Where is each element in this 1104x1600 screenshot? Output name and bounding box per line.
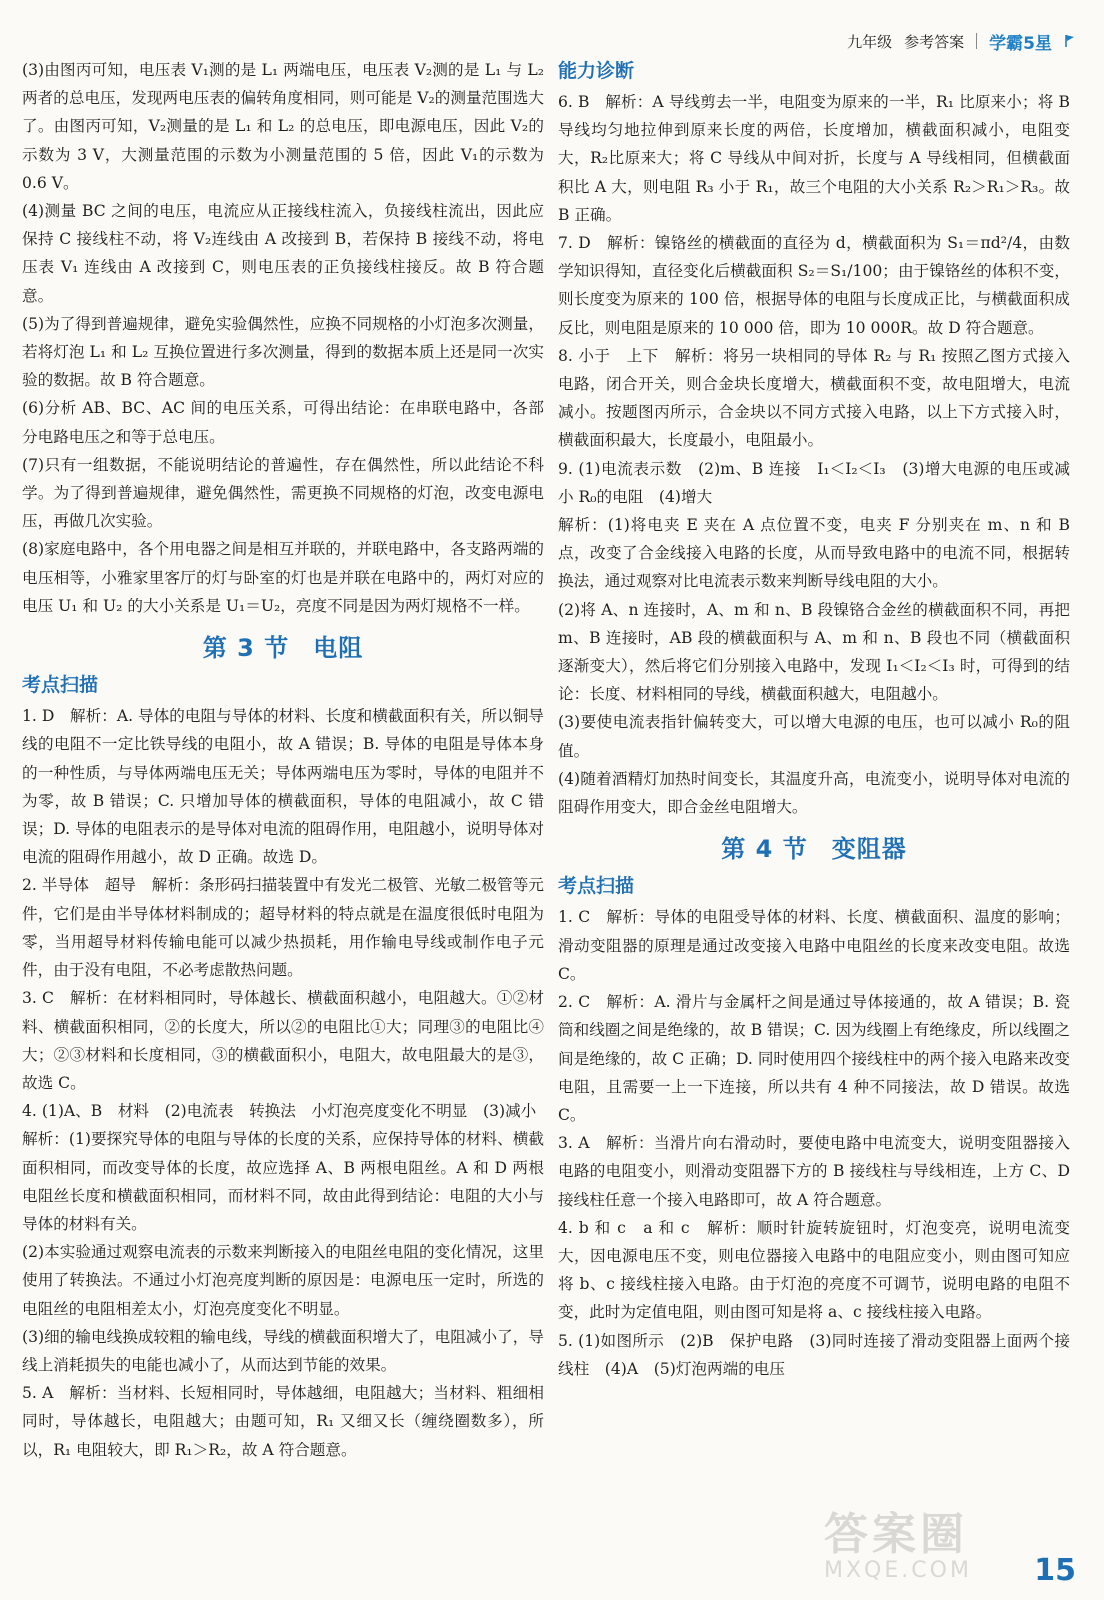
answer-paragraph: 3. A 解析：当滑片向右滑动时，要使电路中电流变大，说明变阻器接入电路的电阻变小，则滑动变阻器下方的 B 接线柱与导线相连，上方 C、D 接线柱任意一个接入电路即可，故 A 符合题意。	[558, 1134, 1070, 1209]
answer-paragraph: (2)本实验通过观察电流表的示数来判断接入的电阻丝电阻的变化情况，这里使用了转换法。不通过小灯泡亮度判断的原因是：电源电压一定时，所选的电阻丝的电阻相差太小，灯泡亮度变化不明显。	[22, 1243, 544, 1318]
answer-paragraph: (3)由图丙可知，电压表 V₁测的是 L₁ 两端电压，电压表 V₂测的是 L₁ 与 L₂ 两者的总电压，发现两电压表的偏转角度相同，则可能是 V₂的测量范围选大了。由图丙可知，V₂测量的是 L₁ 和 L₂ 的总电压，即电源电压，因此 V₂的示数为 3 V，大测量范围的示数为小测量范围的 5 倍，因此 V₁的示数为 0.6 V。	[22, 61, 544, 192]
answer-paragraph: (3)要使电流表指针偏转变大，可以增大电源的电压，也可以减小 R₀的阻值。	[558, 713, 1070, 760]
header-divider	[976, 33, 977, 49]
section-title-resistance	[22, 634, 544, 662]
subsection-title: 考点扫描	[558, 875, 635, 898]
answer-paragraph: (8)家庭电路中，各个用电器之间是相互并联的，并联电路中，各支路两端的电压相等，小雅家里客厅的灯与卧室的灯也是并联在电路中的，两灯对应的电压 U₁ 和 U₂ 的大小关系是 U₁＝U₂，亮度不同是因为两灯规格不一样。	[22, 540, 544, 615]
answer-paragraph: (2)将 A、n 连接时，A、m 和 n、B 段镍铬合金丝的横截面积不同，再把 m、B 连接时，AB 段的横截面积与 A、m 和 n、B 段也不同（横截面积逐渐变大），然后将它们分别接入电路中，发现 I₁＜I₂＜I₃ 时，可得到的结论：长度、材料相同的导线，横截面积越大，电阻越小。	[558, 600, 1070, 704]
answer-paragraph: 3. C 解析：在材料相同时，导体越长、横截面积越小，电阻越大。①②材料、横截面积相同，②的长度大，所以②的电阻比①大；同理③的电阻比④大；②③材料和长度相同，③的横截面积小，电阻大，故电阻最大的是③，故选 C。	[22, 989, 544, 1092]
answer-paragraph: 6. B 解析：A 导线剪去一半，电阻变为原来的一半，R₁ 比原来小；将 B 导线均匀地拉伸到原来长度的两倍，长度增加，横截面积减小，电阻变大，R₂比原来大；将 C 导线从中间对折，长度与 A 导线相同，但横截面积比 A 大，则电阻 R₃ 小于 R₁，故三个电阻的大小关系 R₂＞R₁＞R₃。故 B 正确。	[558, 93, 1070, 224]
page-header	[847, 28, 1076, 54]
answer-paragraph: 4. b 和 c a 和 c 解析：顺时针旋转旋钮时，灯泡变亮，说明电流变大，因电源电压不变，则电位器接入电路中的电阻应变小，则由图可知应将 b、c 接线柱接入电路。由于灯泡的亮度不可调节，说明电路的电阻不变，此时为定值电阻，则由图可知是将 a、c 接线柱接入电路。	[558, 1218, 1070, 1322]
left-column	[22, 56, 544, 1464]
brand-logo: 学霸5星	[989, 33, 1052, 54]
answer-paragraph: 解析：(1)将电夹 E 夹在 A 点位置不变，电夹 F 分别夹在 m、n 和 B 点，改变了合金线接入电路的长度，从而导致电路中的电流不同，根据转换法，通过观察对比电流表示数来判断导线电阻的大小。	[558, 516, 1070, 591]
answer-paragraph: 解析：(1)要探究导体的电阻与导体的长度的关系，应保持导体的材料、横截面积相同，而改变导体的长度，故应选择 A、B 两根电阻丝。A 和 D 两根电阻丝长度和横截面积相同，而材料不同，故由此得到结论：电阻的大小与导体的材料有关。	[22, 1130, 544, 1233]
answer-paragraph: 7. D 解析：镍铬丝的横截面的直径为 d，横截面积为 S₁＝πd²/4，由数学知识得知，直径变化后横截面积 S₂＝S₁/100；由于镍铬丝的体积不变，则长度变为原来的 100 倍，根据导体的电阻与长度成正比，与横截面积成反比，则电阻是原来的 10 000 倍，即为 10 000R。故 D 符合题意。	[558, 234, 1070, 337]
answers-label: 参考答案	[904, 32, 965, 51]
grade-label: 九年级	[847, 32, 893, 51]
answer-paragraph: (6)分析 AB、BC、AC 间的电压关系，可得出结论：在串联电路中，各部分电路电压之和等于总电压。	[22, 399, 544, 446]
subsection-title-ability: 能力诊断	[558, 60, 635, 82]
answer-paragraph: 4. (1)A、B 材料 (2)电流表 转换法 小灯泡亮度变化不明显 (3)减小	[22, 1102, 537, 1121]
section-name: 电阻	[313, 634, 364, 663]
answer-paragraph: 1. D 解析：A. 导体的电阻与导体的材料、长度和横截面积有关，所以铜导线的电阻不一定比铁导线的电阻小，故 A 错误；B. 导体的电阻是导体本身的一种性质，与导体两端电压无关；导体两端电压为零时，导体的电阻并不为零，故 B 错误；C. 只增加导体的横截面积，导体的电阻减小，故 C 错误；D. 导体的电阻表示的是导体对电流的阻碍作用，电阻越小，说明导体对电流的阻碍作用越小，故 D 正确。故选 D。	[22, 707, 544, 867]
answer-paragraph: (4)测量 BC 之间的电压，电流应从正接线柱流入，负接线柱流出，因此应保持 C 接线柱不动，将 V₂连线由 A 改接到 B，若保持 B 接线不动，将电压表 V₁ 连线由 A 改接到 C，则电压表的正负接线柱接反。故 B 符合题意。	[22, 202, 544, 305]
subsection-title: 考点扫描	[22, 674, 99, 697]
answer-paragraph: (4)随着酒精灯加热时间变长，其温度升高，电流变小，说明导体对电流的阻碍作用变大，即合金丝电阻增大。	[558, 769, 1070, 817]
answer-paragraph: 2. C 解析：A. 滑片与金属杆之间是通过导体接通的，故 A 错误；B. 瓷筒和线圈之间是绝缘的，故 B 错误；C. 因为线圈上有绝缘皮，所以线圈之间是绝缘的，故 C 正确；D. 同时使用四个接线柱中的两个接入电路来改变电阻，且需要一上一下连接，所以共有 4 种不同接法，故 D 错误。故选 C。	[558, 993, 1070, 1124]
section-number: 第 3 节	[202, 634, 290, 663]
answer-paragraph: 5. A 解析：当材料、长短相同时，导体越细，电阻越大；当材料、粗细相同时，导体越长，电阻越大；由题可知，R₁ 又细又长（缠绕圈数多），所以，R₁ 电阻较大，即 R₁＞R₂，故 A 符合题意。	[22, 1384, 544, 1459]
section-title-rheostat	[558, 835, 1070, 863]
answer-paragraph: (3)细的输电线换成较粗的输电线，导线的横截面积增大了，电阻减小了，导线上消耗损失的电能也减小了，从而达到节能的效果。	[22, 1327, 544, 1374]
section-name: 变阻器	[831, 835, 907, 864]
section-number: 第 4 节	[721, 835, 808, 864]
brand-flag-icon	[1064, 34, 1076, 48]
answer-paragraph: (7)只有一组数据，不能说明结论的普遍性，存在偶然性，所以此结论不科学。为了得到普遍规律，避免偶然性，需更换不同规格的灯泡，改变电源电压，再做几次实验。	[22, 455, 544, 531]
watermark-url: MXQE.COM	[824, 1558, 972, 1583]
right-column	[558, 56, 1070, 1383]
page-number: 15	[1034, 1553, 1076, 1588]
answer-paragraph: 5. (1)如图所示 (2)B 保护电路 (3)同时连接了滑动变阻器上面两个接线柱 (4)A (5)灯泡两端的电压	[558, 1331, 1070, 1378]
watermark	[824, 1509, 1034, 1592]
answer-paragraph: 9. (1)电流表示数 (2)m、B 连接 I₁＜I₂＜I₃ (3)增大电源的电压或减小 R₀的电阻 (4)增大	[558, 459, 1070, 506]
answer-paragraph: 1. C 解析：导体的电阻受导体的材料、长度、横截面积、温度的影响；滑动变阻器的原理是通过改变接入电路中电阻丝的长度来改变电阻。故选 C。	[558, 908, 1070, 983]
watermark-logo-text: 答案圈	[824, 1509, 968, 1560]
answer-paragraph: (5)为了得到普遍规律，避免实验偶然性，应换不同规格的小灯泡多次测量，若将灯泡 L₁ 和 L₂ 互换位置进行多次测量，得到的数据本质上还是同一次实验的数据。故 B 符合题意。	[22, 314, 544, 390]
answer-paragraph: 2. 半导体 超导 解析：条形码扫描装置中有发光二极管、光敏二极管等元件，它们是由半导体材料制成的；超导材料的特点就是在温度很低时电阻为零，当用超导材料传输电能可以减少热损耗，用作输电导线或制作电子元件，由于没有电阻，不必考虑散热问题。	[22, 876, 544, 980]
answer-paragraph: 8. 小于 上下 解析：将另一块相同的导体 R₂ 与 R₁ 按照乙图方式接入电路，闭合开关，则合金块长度增大，横截面积不变，故电阻增大，电流减小。按题图丙所示，合金块以不同方式接入电路，以上下方式接入时，横截面积最大，长度最小，电阻最小。	[558, 346, 1070, 450]
